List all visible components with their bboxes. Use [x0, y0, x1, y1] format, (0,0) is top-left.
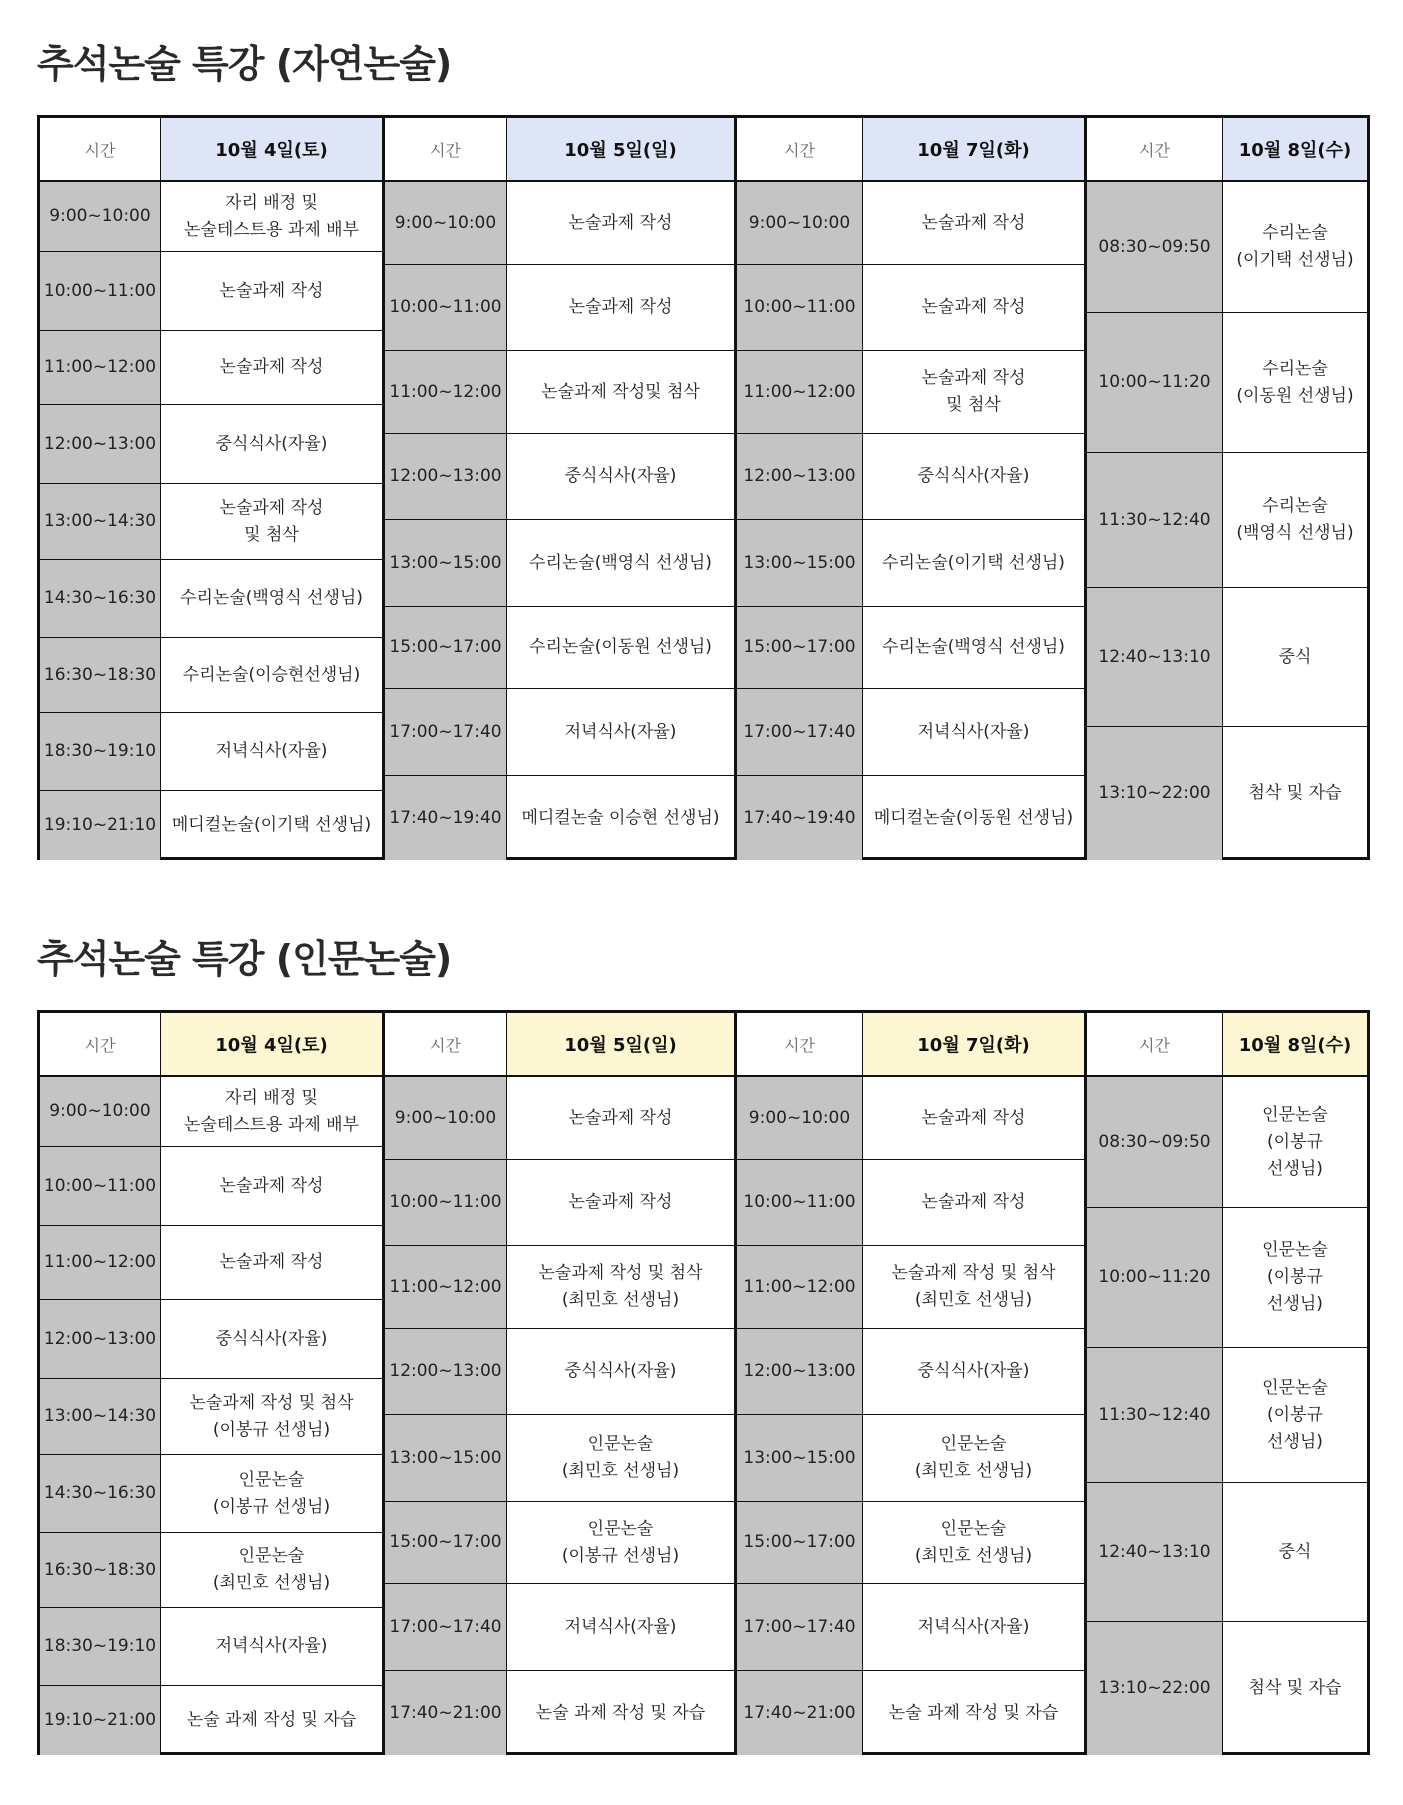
- activity-cell: 중식식사(자율): [507, 433, 734, 519]
- header-date: 10월 4일(토): [160, 118, 382, 180]
- activity-cell: 인문논술 (최민호 선생님): [161, 1532, 382, 1607]
- time-slot: 14:30~16:30: [40, 1454, 160, 1532]
- activity-cell: 논술과제 작성 및 첨삭: [161, 483, 382, 559]
- time-slot: 11:00~12:00: [737, 1245, 862, 1328]
- activity-cell: 저녁식사(자율): [161, 1607, 382, 1685]
- activity-cell: 중식식사(자율): [161, 1299, 382, 1378]
- activity-cell: 논술 과제 작성 및 자습: [863, 1670, 1084, 1755]
- activity-column: [862, 182, 1084, 857]
- header-time-label: 시간: [382, 1013, 506, 1075]
- time-slot: 12:00~13:00: [737, 1328, 862, 1414]
- header-date: 10월 7일(화): [862, 1013, 1084, 1075]
- time-slot: 15:00~17:00: [385, 606, 506, 688]
- time-slot: 9:00~10:00: [737, 1077, 862, 1159]
- schedule-table: [37, 1010, 1370, 1755]
- time-slot: 17:40~21:00: [385, 1670, 506, 1755]
- activity-cell: 논술과제 작성: [161, 251, 382, 330]
- activity-cell: 논술과제 작성: [507, 264, 734, 350]
- activity-cell: 저녁식사(자율): [863, 688, 1084, 775]
- activity-cell: 첨삭 및 자습: [1223, 1621, 1367, 1755]
- section-title: 추석논술 특강 (자연논술): [37, 42, 452, 86]
- activity-cell: 수리논술(이기택 선생님): [863, 519, 1084, 606]
- time-slot: 10:00~11:00: [40, 251, 160, 330]
- time-slot: 11:30~12:40: [1087, 1347, 1222, 1482]
- header-time-label: 시간: [84, 140, 116, 160]
- time-slot: 12:00~13:00: [40, 404, 160, 483]
- time-slot: 08:30~09:50: [1087, 1077, 1222, 1207]
- header-date: 10월 8일(수): [1222, 1013, 1367, 1075]
- time-slot: 9:00~10:00: [40, 182, 160, 251]
- activity-cell: 논술과제 작성및 첨삭: [507, 350, 734, 433]
- activity-cell: 수리논술 (이동원 선생님): [1223, 312, 1367, 452]
- table-body: [40, 1077, 1367, 1752]
- activity-cell: 수리논술(이동원 선생님): [507, 606, 734, 688]
- activity-cell: 인문논술 (이봉규 선생님): [1223, 1347, 1367, 1482]
- header-time-label: 시간: [1084, 1013, 1222, 1075]
- time-slot: 9:00~10:00: [385, 182, 506, 264]
- time-slot: 9:00~10:00: [40, 1077, 160, 1146]
- time-slot: 17:00~17:40: [385, 1583, 506, 1670]
- time-slot: 11:00~12:00: [385, 1245, 506, 1328]
- time-slot: 11:00~12:00: [40, 330, 160, 404]
- schedule-section-humanities: [37, 925, 1370, 1755]
- time-slot: 13:10~22:00: [1087, 726, 1222, 860]
- time-slot: 17:00~17:40: [737, 1583, 862, 1670]
- time-slot: 12:00~13:00: [385, 1328, 506, 1414]
- time-column: [734, 182, 862, 857]
- activity-cell: 수리논술 (백영식 선생님): [1223, 452, 1367, 587]
- activity-cell: 인문논술 (이봉규 선생님): [1223, 1207, 1367, 1347]
- activity-column: [1222, 1077, 1367, 1752]
- table-body: [40, 182, 1367, 857]
- activity-cell: 논술과제 작성: [921, 1107, 1026, 1128]
- time-slot: 9:00~10:00: [737, 182, 862, 264]
- activity-cell: 수리논술 (이기택 선생님): [1236, 223, 1354, 270]
- activity-cell: 중식식사(자율): [863, 1328, 1084, 1414]
- activity-cell: 첨삭 및 자습: [1223, 726, 1367, 860]
- header-time-label: 시간: [734, 118, 862, 180]
- time-slot: 13:00~14:30: [40, 1378, 160, 1454]
- activity-cell: 수리논술(백영식 선생님): [863, 606, 1084, 688]
- time-slot: 13:00~15:00: [737, 1414, 862, 1501]
- activity-cell: 저녁식사(자율): [161, 712, 382, 790]
- activity-cell: 논술과제 작성: [161, 330, 382, 404]
- activity-cell: 인문논술 (최민호 선생님): [863, 1414, 1084, 1501]
- header-date: 10월 7일(화): [862, 118, 1084, 180]
- activity-cell: 논술과제 작성: [161, 1225, 382, 1299]
- header-time-label: 시간: [1084, 118, 1222, 180]
- time-slot: 10:00~11:20: [1087, 1207, 1222, 1347]
- activity-cell: 논술과제 작성: [568, 1107, 673, 1128]
- time-slot: 12:40~13:10: [1087, 1482, 1222, 1621]
- activity-cell: 저녁식사(자율): [507, 1583, 734, 1670]
- activity-cell: 자리 배정 및 논술테스트용 과제 배부: [183, 1087, 360, 1135]
- activity-cell: 자리 배정 및 논술테스트용 과제 배부: [183, 192, 360, 240]
- activity-cell: 논술과제 작성: [921, 212, 1026, 233]
- time-slot: 19:10~21:00: [40, 1685, 160, 1755]
- time-slot: 13:00~15:00: [385, 1414, 506, 1501]
- time-slot: 17:00~17:40: [385, 688, 506, 775]
- time-slot: 13:00~15:00: [737, 519, 862, 606]
- time-slot: 08:30~09:50: [1087, 182, 1222, 312]
- activity-cell: 논술과제 작성 및 첨삭 (최민호 선생님): [507, 1245, 734, 1328]
- activity-cell: 중식식사(자율): [507, 1328, 734, 1414]
- activity-column: [160, 182, 382, 857]
- activity-cell: 인문논술 (이봉규 선생님): [161, 1454, 382, 1532]
- activity-cell: 메디컬논술(이기택 선생님): [161, 790, 382, 860]
- time-slot: 12:00~13:00: [385, 433, 506, 519]
- activity-cell: 논술과제 작성 및 첨삭 (이봉규 선생님): [161, 1378, 382, 1454]
- activity-cell: 논술과제 작성: [161, 1146, 382, 1225]
- table-header-row: [40, 1013, 1367, 1077]
- time-slot: 10:00~11:00: [737, 264, 862, 350]
- time-slot: 15:00~17:00: [737, 1501, 862, 1583]
- time-slot: 16:30~18:30: [40, 637, 160, 712]
- activity-cell: 저녁식사(자율): [863, 1583, 1084, 1670]
- activity-cell: 논술과제 작성: [863, 264, 1084, 350]
- time-slot: 18:30~19:10: [40, 1607, 160, 1685]
- time-slot: 10:00~11:00: [385, 264, 506, 350]
- time-slot: 17:00~17:40: [737, 688, 862, 775]
- time-slot: 10:00~11:00: [40, 1146, 160, 1225]
- time-column: [40, 1077, 160, 1752]
- time-slot: 15:00~17:00: [385, 1501, 506, 1583]
- activity-cell: 수리논술(백영식 선생님): [507, 519, 734, 606]
- time-slot: 11:00~12:00: [385, 350, 506, 433]
- time-column: [1084, 1077, 1222, 1752]
- activity-cell: 인문논술 (최민호 선생님): [507, 1414, 734, 1501]
- time-slot: 10:00~11:00: [737, 1159, 862, 1245]
- activity-cell: 중식: [1223, 587, 1367, 726]
- time-slot: 13:00~15:00: [385, 519, 506, 606]
- section-title: 추석논술 특강 (인문논술): [37, 937, 452, 981]
- activity-cell: 논술과제 작성 및 첨삭: [863, 350, 1084, 433]
- time-slot: 12:00~13:00: [40, 1299, 160, 1378]
- time-slot: 15:00~17:00: [737, 606, 862, 688]
- activity-cell: 논술과제 작성: [507, 1159, 734, 1245]
- time-slot: 17:40~19:40: [737, 775, 862, 860]
- activity-cell: 중식식사(자율): [863, 433, 1084, 519]
- time-slot: 18:30~19:10: [40, 712, 160, 790]
- header-time-label: 시간: [84, 1035, 116, 1055]
- time-column: [40, 182, 160, 857]
- activity-cell: 논술과제 작성 및 첨삭 (최민호 선생님): [863, 1245, 1084, 1328]
- time-slot: 10:00~11:20: [1087, 312, 1222, 452]
- activity-cell: 인문논술 (이봉규 선생님): [507, 1501, 734, 1583]
- time-slot: 12:40~13:10: [1087, 587, 1222, 726]
- time-slot: 11:00~12:00: [40, 1225, 160, 1299]
- time-slot: 14:30~16:30: [40, 559, 160, 637]
- time-slot: 17:40~21:00: [737, 1670, 862, 1755]
- activity-cell: 수리논술(백영식 선생님): [161, 559, 382, 637]
- activity-cell: 논술 과제 작성 및 자습: [161, 1685, 382, 1755]
- activity-column: [506, 182, 734, 857]
- schedule-section-science: [37, 30, 1370, 860]
- header-time-label: 시간: [734, 1013, 862, 1075]
- activity-cell: 메디컬논술 이승현 선생님): [507, 775, 734, 860]
- time-slot: 12:00~13:00: [737, 433, 862, 519]
- activity-column: [160, 1077, 382, 1752]
- time-column: [382, 1077, 506, 1752]
- header-date: 10월 5일(일): [506, 118, 734, 180]
- time-slot: 19:10~21:10: [40, 790, 160, 860]
- activity-cell: 논술 과제 작성 및 자습: [507, 1670, 734, 1755]
- header-date: 10월 8일(수): [1222, 118, 1367, 180]
- activity-cell: 저녁식사(자율): [507, 688, 734, 775]
- activity-column: [1222, 182, 1367, 857]
- time-slot: 10:00~11:00: [385, 1159, 506, 1245]
- time-slot: 11:00~12:00: [737, 350, 862, 433]
- time-column: [734, 1077, 862, 1752]
- activity-cell: 논술과제 작성: [568, 212, 673, 233]
- time-slot: 9:00~10:00: [385, 1077, 506, 1159]
- activity-cell: 메디컬논술(이동원 선생님): [863, 775, 1084, 860]
- time-column: [382, 182, 506, 857]
- time-slot: 13:10~22:00: [1087, 1621, 1222, 1755]
- activity-cell: 인문논술 (이봉규 선생님): [1262, 1104, 1328, 1179]
- activity-column: [506, 1077, 734, 1752]
- activity-cell: 논술과제 작성: [863, 1159, 1084, 1245]
- time-column: [1084, 182, 1222, 857]
- activity-column: [862, 1077, 1084, 1752]
- activity-cell: 인문논술 (최민호 선생님): [863, 1501, 1084, 1583]
- activity-cell: 수리논술(이승현선생님): [161, 637, 382, 712]
- header-time-label: 시간: [382, 118, 506, 180]
- header-date: 10월 4일(토): [160, 1013, 382, 1075]
- activity-cell: 중식식사(자율): [161, 404, 382, 483]
- time-slot: 13:00~14:30: [40, 483, 160, 559]
- header-date: 10월 5일(일): [506, 1013, 734, 1075]
- time-slot: 17:40~19:40: [385, 775, 506, 860]
- activity-cell: 중식: [1223, 1482, 1367, 1621]
- schedule-table: [37, 115, 1370, 860]
- table-header-row: [40, 118, 1367, 182]
- time-slot: 16:30~18:30: [40, 1532, 160, 1607]
- time-slot: 11:30~12:40: [1087, 452, 1222, 587]
